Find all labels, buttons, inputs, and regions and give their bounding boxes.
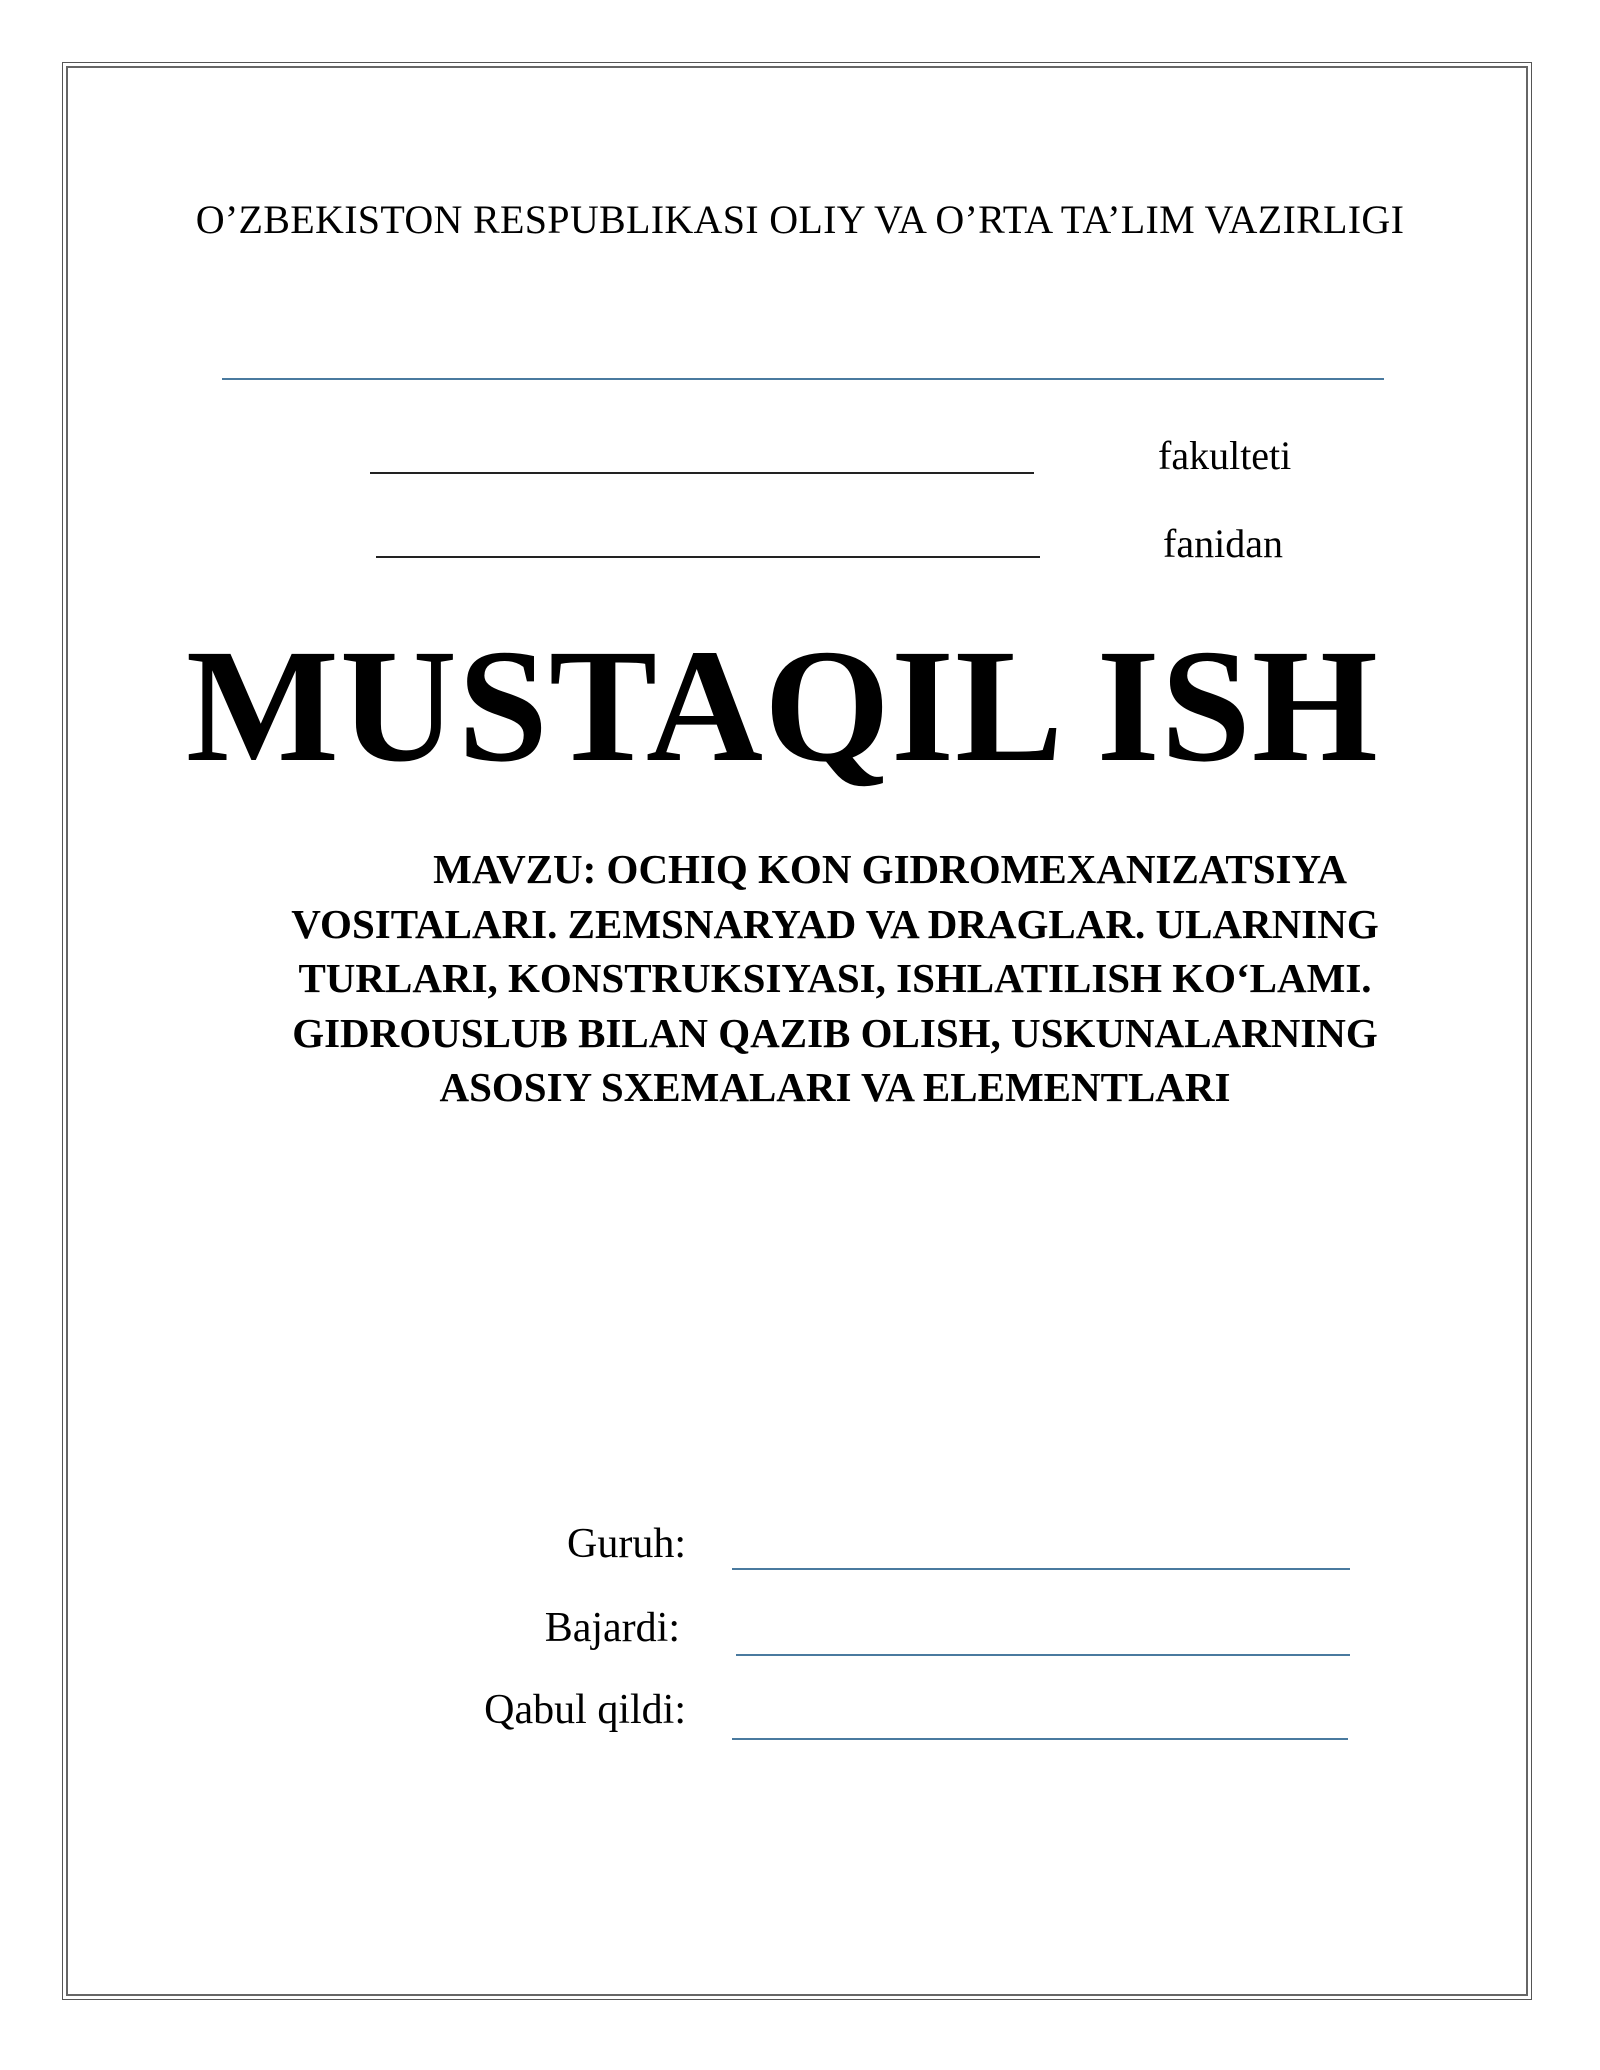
done-by-label: Bajardi: — [544, 1605, 680, 1651]
group-row — [360, 1516, 1360, 1576]
document-title: MUSTAQIL ISH — [186, 617, 1379, 796]
done-by-blank-line — [736, 1654, 1350, 1656]
done-by-row — [360, 1600, 1360, 1660]
faculty-label: fakulteti — [1158, 433, 1292, 478]
accepted-by-label: Qabul qildi: — [484, 1687, 686, 1733]
ministry-heading: O’ZBEKISTON RESPUBLIKASI OLIY VA O’RTA TA’LIM VAZIRLIGI — [195, 197, 1405, 242]
group-label: Guruh: — [567, 1521, 686, 1567]
subject-blank-line — [376, 556, 1040, 558]
accepted-by-row — [360, 1682, 1360, 1742]
header-divider — [222, 378, 1384, 380]
group-blank-line — [732, 1568, 1350, 1570]
accepted-by-blank-line — [732, 1738, 1348, 1740]
topic-heading: MAVZU: OCHIQ KON GIDROMEXANIZATSIYA VOSITALARI. ZEMSNARYAD VA DRAGLAR. ULARNING TURLARI, KONSTRUKSIYASI, ISHLATILISH KO‘LAMI. GIDROUSLUB BILAN QAZIB OLISH, USKUNALARNING ASOSIY SXEMALARI VA ELEMENTLARI — [291, 846, 1379, 1110]
faculty-blank-line — [370, 472, 1034, 474]
subject-label: fanidan — [1163, 521, 1283, 566]
